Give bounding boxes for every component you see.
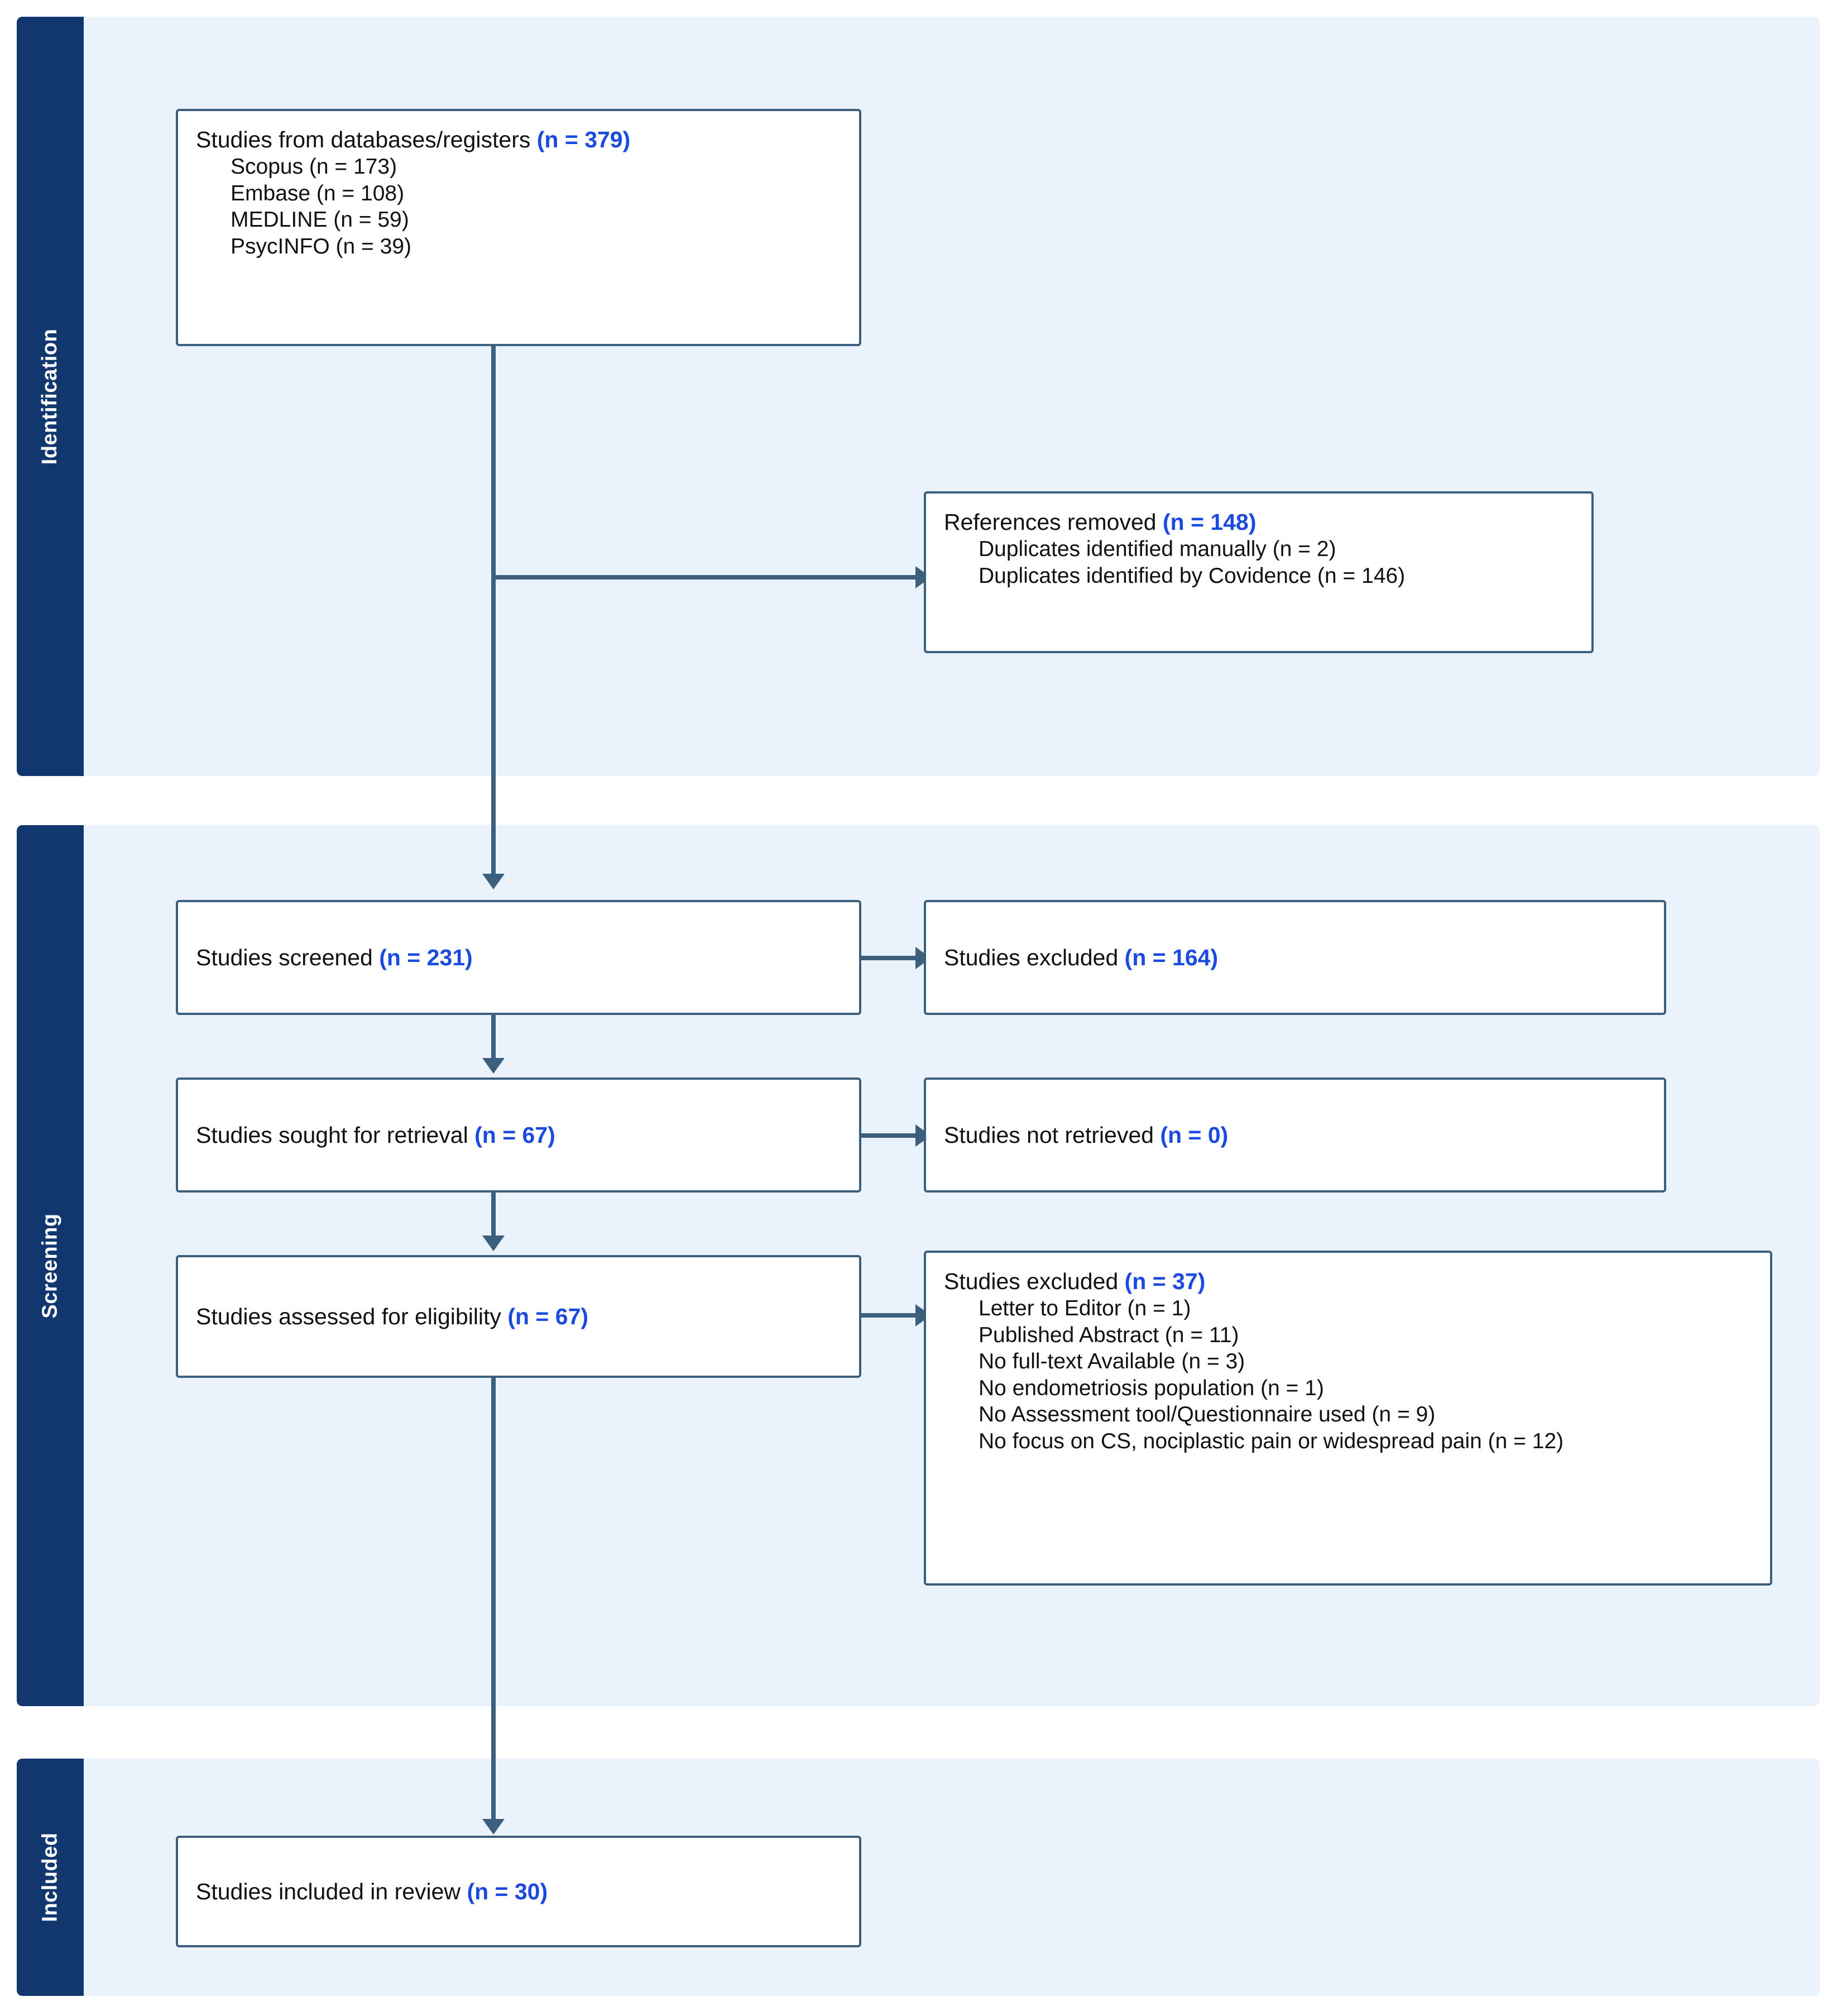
connector-assessed-to-included — [491, 1378, 496, 1825]
box-studies-from-databases — [176, 109, 861, 346]
box-item: No focus on CS, nociplastic pain or widespread pain (n = 12) — [979, 1429, 1564, 1453]
box-title-text: References removed — [944, 509, 1157, 535]
box-item: Letter to Editor (n = 1) — [979, 1296, 1191, 1321]
box-item: Scopus (n = 173) — [231, 155, 397, 179]
box-item: Duplicates identified manually (n = 2) — [979, 537, 1336, 562]
box-title-count: (n = 67) — [474, 1122, 555, 1148]
box-title-count: (n = 37) — [1124, 1268, 1206, 1294]
box-item: Embase (n = 108) — [231, 181, 405, 205]
box-title — [196, 126, 842, 154]
connector-sought-to-not-retrieved — [860, 1133, 921, 1138]
box-title — [196, 1878, 548, 1905]
box-item: No full-text Available (n = 3) — [979, 1349, 1245, 1374]
box-title-text: Studies assessed for eligibility — [196, 1303, 501, 1329]
box-item: Published Abstract (n = 11) — [979, 1323, 1239, 1347]
connector-screened-to-excluded — [860, 956, 921, 960]
box-item: PsycINFO (n = 39) — [231, 234, 411, 258]
arrow-databases-to-screened — [482, 874, 505, 889]
box-title — [944, 508, 1575, 536]
connector-databases-to-screened — [491, 346, 496, 877]
arrow-sought-to-assessed — [482, 1236, 505, 1251]
box-studies-sought-for-retrieval — [176, 1078, 861, 1193]
phase-label-screening — [17, 825, 84, 1706]
box-title-count: (n = 67) — [507, 1303, 589, 1329]
box-title-text: Studies excluded — [944, 1268, 1119, 1294]
box-title-count: (n = 148) — [1162, 509, 1256, 535]
box-title-count: (n = 164) — [1124, 944, 1219, 970]
band-edge-tick — [20, 473, 23, 490]
box-title-text: Studies excluded — [944, 944, 1119, 970]
connector-assessed-to-eligibility-excluded — [860, 1313, 921, 1318]
box-title — [944, 1267, 1753, 1295]
box-title — [196, 1121, 555, 1149]
phase-label-included — [17, 1759, 84, 1996]
phase-label-identification — [17, 17, 84, 776]
box-studies-assessed-for-eligibility — [176, 1255, 861, 1378]
box-title — [196, 944, 473, 971]
box-title-count: (n = 0) — [1160, 1122, 1229, 1148]
box-studies-excluded-eligibility — [924, 1251, 1772, 1586]
box-title-text: Studies screened — [196, 944, 373, 970]
box-title — [196, 1303, 588, 1330]
box-title-text: Studies sought for retrieval — [196, 1122, 468, 1148]
box-item: No endometriosis population (n = 1) — [979, 1376, 1324, 1400]
box-references-removed — [924, 491, 1594, 653]
box-title-count: (n = 379) — [536, 127, 631, 152]
box-title — [944, 944, 1218, 971]
box-title-text: Studies not retrieved — [944, 1122, 1154, 1148]
box-item: No Assessment tool/Questionnaire used (n = 9) — [979, 1402, 1436, 1427]
arrow-screened-to-sought — [482, 1058, 505, 1074]
box-studies-screened — [176, 900, 861, 1015]
box-title-text: Studies included in review — [196, 1878, 461, 1904]
box-item: Duplicates identified by Covidence (n = 146) — [979, 563, 1406, 588]
box-item: MEDLINE (n = 59) — [231, 208, 409, 232]
box-studies-not-retrieved — [924, 1078, 1666, 1193]
arrow-assessed-to-included — [482, 1819, 505, 1835]
connector-databases-to-references-removed — [493, 575, 918, 580]
box-title — [944, 1121, 1228, 1149]
box-studies-excluded-screening — [924, 900, 1666, 1015]
box-title-text: Studies from databases/registers — [196, 127, 531, 152]
box-title-count: (n = 30) — [467, 1878, 548, 1904]
phase-label-identification-text: Identification — [38, 328, 62, 465]
box-studies-included-in-review — [176, 1836, 861, 1947]
phase-label-screening-text: Screening — [38, 1213, 62, 1319]
phase-label-included-text: Included — [38, 1832, 62, 1922]
box-title-count: (n = 231) — [379, 944, 473, 970]
